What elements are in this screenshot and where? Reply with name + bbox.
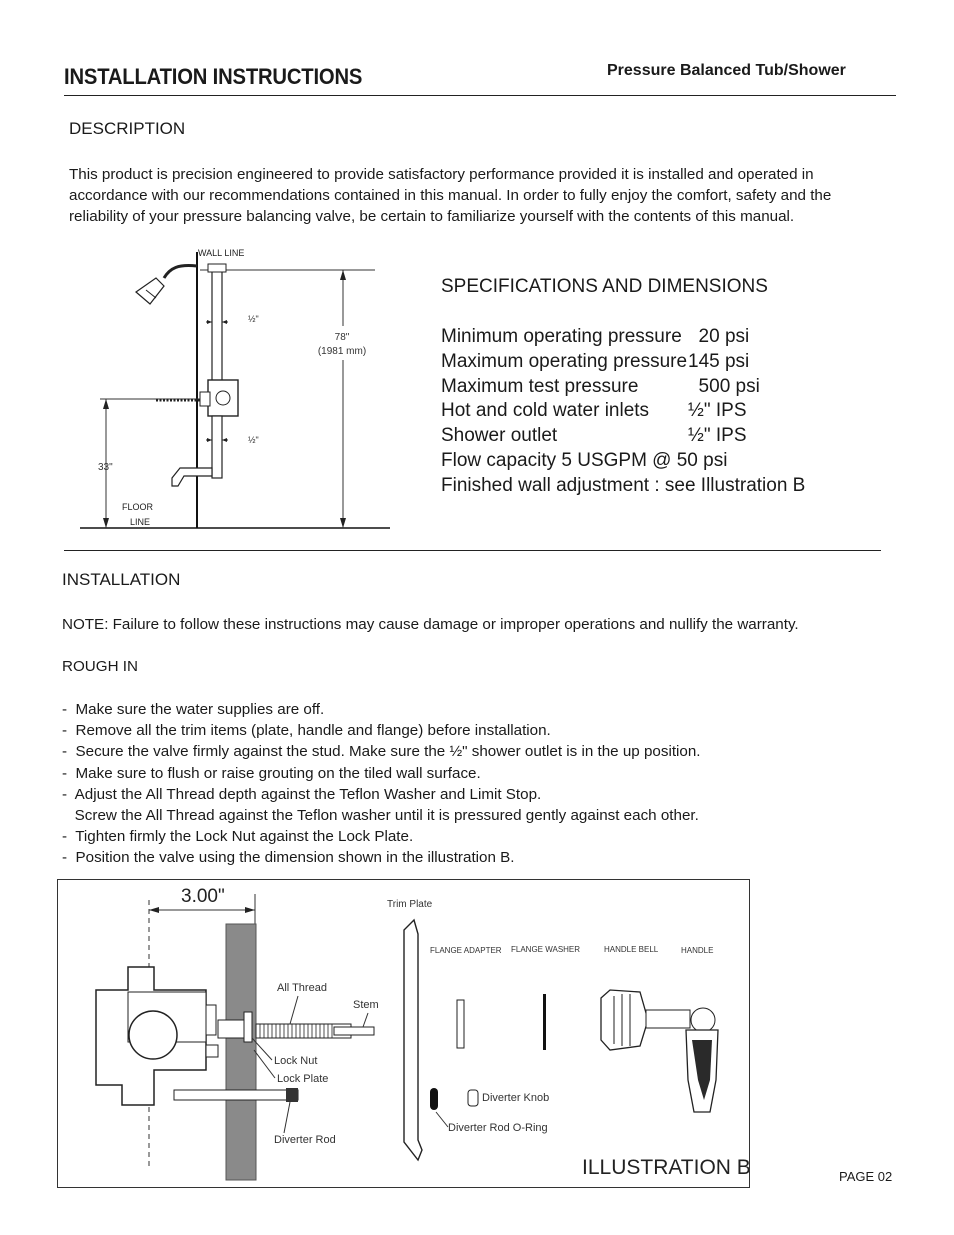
stem <box>334 1027 374 1035</box>
list-item: Screw the All Thread against the Teflon washer until it is pressured gently against each other. <box>62 807 699 825</box>
page-subtitle: Pressure Balanced Tub/Shower <box>607 62 846 79</box>
list-item: - Make sure to flush or raise grouting on the tiled wall surface. <box>62 764 481 782</box>
list-item: - Tighten firmly the Lock Nut against the Lock Plate. <box>62 828 414 846</box>
list-item: - Secure the valve firmly against the stud. Make sure the ½" shower outlet is in the up position. <box>62 743 701 761</box>
page-number: PAGE 02 <box>839 1169 893 1184</box>
spec-row <box>441 325 805 350</box>
spec-label: Maximum operating pressure <box>441 350 688 372</box>
handle-bell <box>601 990 648 1050</box>
installation-heading: INSTALLATION <box>62 570 181 589</box>
spec-row <box>441 449 805 474</box>
spec-row <box>441 350 805 375</box>
dimension-33: 33" <box>98 462 113 473</box>
flange-adapter <box>457 1000 464 1048</box>
spec-label: Flow capacity 5 USGPM @ 50 psi <box>441 449 728 471</box>
page-title: INSTALLATION INSTRUCTIONS <box>64 64 363 89</box>
illustration-b-frame <box>57 879 750 1188</box>
spec-value: ½" IPS <box>688 400 747 422</box>
description-heading: DESCRIPTION <box>69 119 186 138</box>
specifications-heading: SPECIFICATIONS AND DIMENSIONS <box>441 276 768 297</box>
list-item: - Make sure the water supplies are off. <box>62 701 325 718</box>
dimension-3-00: 3.00" <box>181 886 225 907</box>
description-text <box>69 164 899 227</box>
list-item: - Position the valve using the dimension shown in the illustration B. <box>62 849 515 867</box>
list-item: - Adjust the All Thread depth against the Teflon Washer and Limit Stop. <box>62 785 542 803</box>
flange-washer-label: FLANGE WASHER <box>511 945 581 954</box>
header-rule <box>64 95 896 96</box>
shower-head <box>136 278 164 304</box>
handle-label: HANDLE <box>681 946 714 955</box>
diverter-rod <box>174 1090 298 1100</box>
lock-plate-label: Lock Plate <box>277 1073 329 1085</box>
diverter-rod-label: Diverter Rod <box>274 1134 336 1146</box>
floor-label: FLOOR <box>122 502 154 512</box>
description-line: accordance with our recommendations contained in this manual. In order to fully enjoy the comfort, safety and the <box>69 187 832 204</box>
trim-plate <box>404 920 422 1160</box>
lock-nut-label: Lock Nut <box>274 1055 318 1067</box>
description-line: reliability of your pressure balancing valve, be certain to familiarize yourself with the contents of this manual. <box>69 208 795 225</box>
spec-value: ½" IPS <box>688 425 747 447</box>
spec-label: Shower outlet <box>441 425 558 447</box>
rough-in-steps <box>62 699 701 869</box>
spec-row <box>441 375 805 400</box>
riser-pipe <box>212 266 222 384</box>
floor-line-label: LINE <box>130 517 151 527</box>
illustration-b <box>58 880 749 1187</box>
section-rule <box>64 550 881 551</box>
spec-value: 500 psi <box>688 375 760 397</box>
lock-nut <box>244 1012 252 1042</box>
installation-note: NOTE: Failure to follow these instructions may cause damage or improper operations and nullify the warranty. <box>62 616 799 633</box>
rough-in-dimension-diagram <box>60 240 400 540</box>
spec-label: Maximum test pressure <box>441 375 639 397</box>
spec-value: 145 psi <box>688 350 750 372</box>
diverter-rod-oring-label: Diverter Rod O-Ring <box>448 1122 548 1134</box>
diverter-knob-label: Diverter Knob <box>482 1092 550 1104</box>
stem-label: Stem <box>353 999 379 1011</box>
spec-label: Minimum operating pressure <box>441 326 682 347</box>
dimension-78-mm: (1981 mm) <box>317 346 367 357</box>
list-item: - Remove all the trim items (plate, handle and flange) before installation. <box>62 722 551 740</box>
all-thread-label: All Thread <box>277 982 327 994</box>
spec-label: Hot and cold water inlets <box>441 400 650 422</box>
flange-washer <box>543 994 546 1050</box>
description-line: This product is precision engineered to provide satisfactory performance provided it is installed and operated in <box>69 166 814 183</box>
flange-adapter-label: FLANGE ADAPTER <box>430 946 502 955</box>
illustration-b-title: ILLUSTRATION B <box>582 1156 749 1179</box>
half-inch-top: ½" <box>248 314 259 324</box>
trim-plate-label: Trim Plate <box>387 899 433 910</box>
spec-row <box>441 399 805 424</box>
dimension-78: 78" <box>334 332 350 343</box>
spec-label: Finished wall adjustment : see Illustration B <box>441 474 806 496</box>
spec-value: 20 psi <box>688 326 750 347</box>
half-inch-bottom: ½" <box>248 435 259 445</box>
rough-in-heading: ROUGH IN <box>62 658 138 675</box>
handle-bell-label: HANDLE BELL <box>604 945 659 954</box>
spec-row <box>441 474 805 499</box>
wall-line-label: WALL LINE <box>198 248 245 258</box>
specifications-list <box>441 325 805 499</box>
diverter-knob <box>468 1090 478 1106</box>
finished-wall <box>226 924 256 1180</box>
spec-row <box>441 424 805 449</box>
tub-spout <box>172 468 212 486</box>
handle-stem <box>646 1010 690 1028</box>
diverter-rod-oring <box>430 1088 438 1110</box>
